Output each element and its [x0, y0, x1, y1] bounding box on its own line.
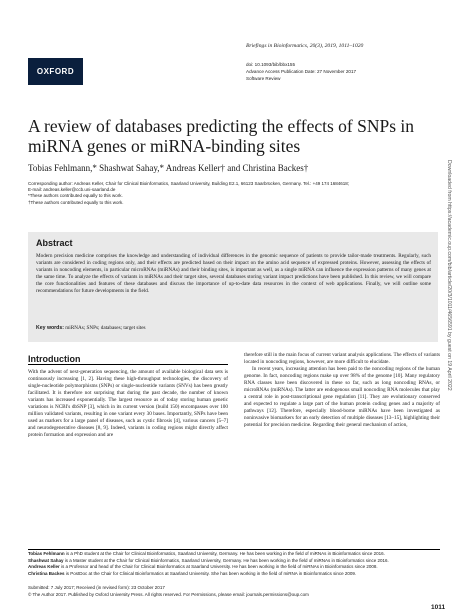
introduction-heading: Introduction	[28, 354, 81, 364]
intro-paragraph-1-continued: therefore still in the main focus of current variant analysis applications. The effects of variants located in noncoding regions, however, are more difficult to elucidate.	[244, 352, 440, 365]
journal-citation: Briefings in Bioinformatics, 20(3), 2019, 1011–1020	[246, 43, 364, 49]
equal-contribution-note-2: †These authors contributed equally to this work.	[28, 199, 124, 205]
oxford-logo: OXFORD	[28, 58, 83, 85]
copyright-notice: © The Author 2017. Published by Oxford University Press. All rights reserved. For Permissions, please email: journals.permissions@oup.com	[28, 592, 309, 597]
abstract-heading: Abstract	[36, 238, 73, 248]
bio-sahay: Shashwat Sahay is a Master student at the Chair for Clinical Bioinformatics, Saarland University, Germany. He has been working in the field of miRNAs in Bioinformatics since 2016.	[28, 557, 389, 563]
advance-access-date: Advance Access Publication Date: 27 November 2017	[246, 69, 357, 74]
bio-keller: Andreas Keller is a Professor and head of the Chair for Clinical Bioinformatics at Saarland University. He has been working in the field of miRNAs in Bioinformatics since 2008.	[28, 564, 378, 569]
bio-backes: Christina Backes is PostDoc at the Chair for Clinical Bioinformatics at Saarland University. She has been working in the field of miRNA in Bioinformatics since 2009.	[28, 570, 357, 576]
article-meta	[246, 61, 356, 82]
doi-link[interactable]: doi: 10.1093/bib/bbx155	[246, 62, 296, 67]
author-bios	[28, 551, 440, 577]
article-title: A review of databases predicting the effects of SNPs in miRNA genes or miRNA-binding sites	[28, 116, 415, 156]
affiliation-block	[28, 181, 428, 206]
author-email[interactable]: E-mail: andreas.keller@ccb.uni-saarland.de	[28, 187, 116, 193]
keywords-list: miRNAs; SNPs; databases; target sites	[65, 325, 146, 331]
page-number: 1011	[431, 604, 446, 611]
corresponding-author: Corresponding author: Andreas Keller, Chair for Clinical Bioinformatics, Saarland University, Building E2.1, 66123 Saarbrücken, Germany. Tel.: +49 174 1684618;	[28, 181, 350, 186]
download-watermark: Downloaded from https://academic.oup.com/bib/article/20/3/1011/4656591 by guest on 19 April 2022	[446, 160, 452, 391]
section-divider	[28, 364, 228, 365]
keywords-label: Key words:	[36, 325, 64, 331]
intro-column-right	[244, 352, 440, 428]
intro-paragraph-1: With the advent of next-generation sequencing, the amount of available biological data sets is continuously increasing [1, 2]. Having these high-throughput technologies, the discovery of single-nucleotide polymorphisms (SNPs) or single-nucleotide variants (SNVs) has been greatly facilitated. It is therefore not surprising that during the past decade, the number of known variants has increased exponentially. The largest resource as of today storing human genetic variations is NCBI's dbSNP [3], which in its current version (build 150) encompasses over 100 million validated variants, resulting in one variant every 30 bases. Importantly, SNPs have been used as markers for a large panel of diseases, such as cystic fibrosis [4], various cancers [5–7] and neurodegenerative diseases [8, 9]. Indeed, variants in coding regions might directly affect protein formation and expression and are	[28, 369, 228, 438]
footer-divider	[28, 549, 440, 550]
submission-dates: Submitted: 7 July 2017; Received (in revised form): 23 October 2017	[28, 585, 165, 590]
author-list: Tobias Fehlmann,* Shashwat Sahay,* Andreas Keller† and Christina Backes†	[28, 163, 309, 173]
keywords-line	[36, 325, 431, 331]
intro-paragraph-2: In recent years, increasing attention has been paid to the noncoding regions of the human genome. In fact, noncoding regions make up over 98% of the genome [10]. Many regulatory RNA classes have been discovered in these so far, such as long noncoding RNAs, or microRNAs (miRNAs). The latter are endogenous small noncoding RNA molecules that play a central role in post-transcriptional gene regulation [11]. They are evolutionary conserved and expected to regulate a large part of the human protein coding genes and a majority of pathways [12]. Therefore, especially blood-borne miRNAs have been investigated as noninvasive biomarkers for an early detection of multiple diseases [13–15], highlighting their potential for precision medicine. Regarding their general mechanism of action,	[244, 365, 440, 428]
bio-fehlmann: Tobias Fehlmann is a PhD student at the Chair for Clinical Bioinformatics, Saarland University, Germany. He has been working in the field of miRNAs in Bioinformatics since 2016.	[28, 551, 385, 556]
intro-column-left	[28, 369, 228, 439]
equal-contribution-note-1: *These authors contributed equally to this work.	[28, 193, 123, 199]
article-type: Software Review	[246, 76, 281, 81]
abstract-text: Modern precision medicine comprises the knowledge and understanding of individual differences in the genomic sequence of patients to provide tailor-made treatments. Regularly, such variants are considered in coding regions only, and their effects are predicted based on their impact on the amino acid sequence of expressed proteins. However, assessing the effects of variants in noncoding elements, in particular microRNAs (miRNAs) and their binding sites, is important as well, as a single miRNA can influence the expression patterns of many genes at the same time. To analyze the effects of variants in miRNAs and their target sites, several databases storing variant impact predictions have been published. In this review, we will compare the core functionalities and features of these databases and discuss the importance of up-to-date data resources in the context of web applications. Finally, we will outline some recommendations for future developments in the field.	[36, 253, 431, 294]
